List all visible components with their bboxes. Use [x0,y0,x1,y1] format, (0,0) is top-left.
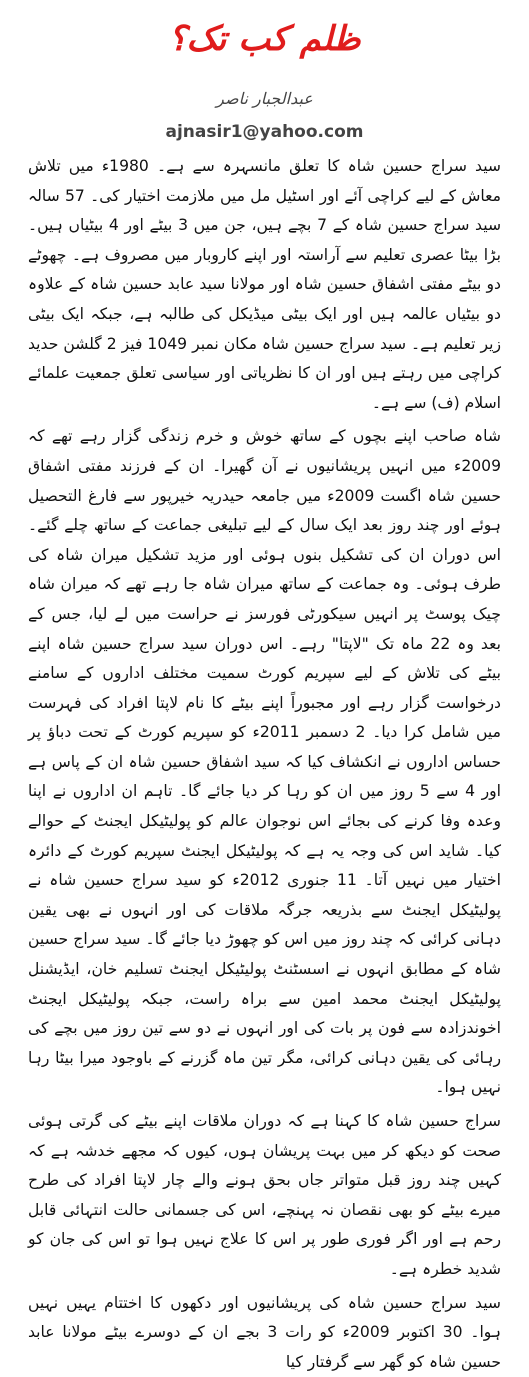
article-title: ظلم کب تک؟ [168,19,361,59]
author-name: عبدالجبار ناصر [216,89,313,108]
article-body [28,152,502,1371]
paragraph-1: سید سراج حسین شاہ کا تعلق مانسہرہ سے ہے۔ 1980ء میں تلاش معاش کے لیے کراچی آئے اور اسٹیل مل میں ملازمت اختیار کی۔ 57 سالہ سید سراج حسین شاہ کے 7 بچے ہیں، جن میں 3 بیٹے اور 4 بیٹیاں ہیں۔ بڑا بیٹا عصری تعلیم سے آراستہ اور اپنے کاروبار میں مصروف ہے۔ چھوٹے دو بیٹے مفتی اشفاق حسین شاہ اور مولانا سید عابد حسین شاہ کے علاوہ دو بیٹیاں عالمہ ہیں اور ایک بیٹی میڈیکل کی طالبہ ہے، جبکہ ایک بیٹی زیر تعلیم ہے۔ سید سراج حسین شاہ مکان نمبر 1049 فیز 2 گلشن حدید کراچی میں رہتے ہیں اور ان کا نظریاتی اور سیاسی تعلق جمعیت علمائے اسلام (ف) سے ہے۔ [28,157,502,412]
paragraph-3: سراج حسین شاہ کا کہنا ہے کہ دوران ملاقات اپنے بیٹے کی گرتی ہوئی صحت کو دیکھ کر میں بہت پریشان ہوں، کیوں کہ مجھے خدشہ ہے کہ کہیں چند روز قبل متواتر جاں بحق ہونے والے چار لاپتا افراد کی طرح میرے بیٹے کو بھی نقصان نہ پہنچے، اس کی جسمانی حالت انتہائی قابل رحم ہے اور اگر فوری طور پر اس کا علاج نہیں ہوا تو اس کی جان کو شدید خطرہ ہے۔ [28,1112,501,1278]
paragraph-2: شاہ صاحب اپنے بچوں کے ساتھ خوش و خرم زندگی گزار رہے تھے کہ 2009ء میں انہیں پریشانیوں نے آن گھیرا۔ ان کے فرزند مفتی اشفاق حسین شاہ اگست 2009ء میں جامعہ حیدریہ خیرپور سے فارغ التحصیل ہوئے اور چند روز بعد ایک سال کے لیے تبلیغی جماعت کے ساتھ چلے گئے۔ اس دوران ان کی تشکیل بنوں ہوئی اور مزید تشکیل میران شاہ کی طرف ہوئی۔ وہ جماعت کے ساتھ میران شاہ جا رہے تھے کہ میران شاہ چیک پوسٹ پر انہیں سیکورٹی فورسز نے حراست میں لے لیا، جس کے بعد وہ 22 ماہ تک "لاپتا" رہے۔ اس دوران سید سراج حسین شاہ اپنے بیٹے کی تلاش کے لیے سپریم کورٹ سمیت مختلف اداروں کے سامنے درخواست گزار رہے اور مجبوراً اپنے بیٹے کا نام لاپتا افراد کی فہرست میں شامل کرا دیا۔ 2 دسمبر 2011ء کو سپریم کورٹ کے تحت دباؤ پر حساس اداروں نے انکشاف کیا کہ سید اشفاق حسین شاہ ان کے پاس ہے اور 4 سے 5 روز میں ان کو رہا کر دیا جائے گا۔ تاہم ان اداروں نے اپنا وعدہ وفا کرنے کی بجائے اس نوجوان عالم کو پولیٹیکل ایجنٹ کے حوالے کیا۔ شاید اس کی وجہ یہ ہے کہ پولیٹیکل ایجنٹ سپریم کورٹ کے دائرہ اختیار میں نہیں آتا۔ 11 جنوری 2012ء کو سید سراج حسین شاہ نے پولیٹیکل ایجنٹ سے بذریعہ جرگہ ملاقات کی اور انہوں نے بھی یقین دہانی کرائی کہ چند روز میں اس کو چھوڑ دیا جائے گا۔ سید سراج حسین شاہ کے مطابق انہوں نے اسسٹنٹ پولیٹیکل ایجنٹ تسلیم خان، ایڈیشنل پولیٹیکل ایجنٹ محمد امین سے براہ راست، جبکہ پولیٹیکل ایجنٹ اخوندزادہ سے فون پر بات کی اور انہوں نے دو سے تین روز میں بچے کی رہائی کی یقین دہانی کرائی، مگر تین ماہ گزرنے کے باوجود میرا بیٹا رہا نہیں ہوا۔ [28,427,501,1097]
author-email[interactable]: ajnasir1@yahoo.com [165,122,364,142]
paragraph-4: سید سراج حسین شاہ کی پریشانیوں اور دکھوں کا اختتام یہیں نہیں ہوا۔ 30 اکتوبر 2009ء کو رات 3 بجے ان کے دوسرے بیٹے مولانا عابد حسین شاہ کو گھر سے گرفتار کیا [28,1293,501,1371]
